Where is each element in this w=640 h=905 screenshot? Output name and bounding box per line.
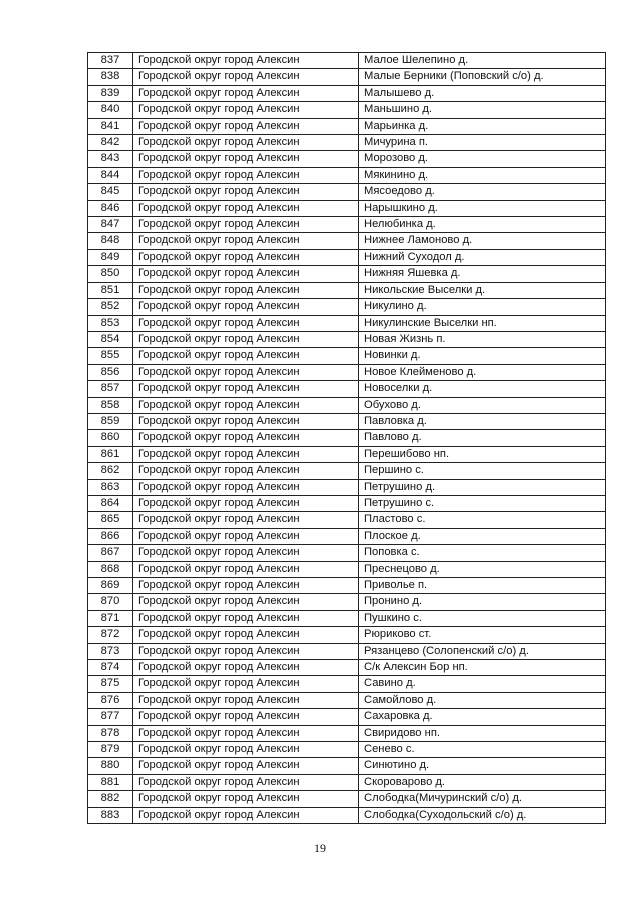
settlement-cell: Марьинка д. bbox=[359, 118, 606, 134]
row-number: 847 bbox=[88, 217, 133, 233]
municipality-cell: Городской округ город Алексин bbox=[133, 758, 359, 774]
settlement-cell: Свиридово нп. bbox=[359, 725, 606, 741]
municipality-cell: Городской округ город Алексин bbox=[133, 217, 359, 233]
table-body bbox=[88, 53, 606, 824]
row-number: 857 bbox=[88, 381, 133, 397]
settlement-cell: Никольские Выселки д. bbox=[359, 282, 606, 298]
settlement-cell: Новоселки д. bbox=[359, 381, 606, 397]
municipality-cell: Городской округ город Алексин bbox=[133, 282, 359, 298]
row-number: 851 bbox=[88, 282, 133, 298]
row-number: 864 bbox=[88, 495, 133, 511]
settlement-cell: Сахаровка д. bbox=[359, 709, 606, 725]
row-number: 879 bbox=[88, 742, 133, 758]
table-row bbox=[88, 135, 606, 151]
table-row bbox=[88, 627, 606, 643]
municipality-cell: Городской округ город Алексин bbox=[133, 660, 359, 676]
table-row bbox=[88, 217, 606, 233]
table-row bbox=[88, 807, 606, 823]
settlement-cell: Петрушино д. bbox=[359, 479, 606, 495]
row-number: 875 bbox=[88, 676, 133, 692]
row-number: 868 bbox=[88, 561, 133, 577]
municipality-cell: Городской округ город Алексин bbox=[133, 69, 359, 85]
table-row bbox=[88, 709, 606, 725]
table-row bbox=[88, 102, 606, 118]
municipality-cell: Городской округ город Алексин bbox=[133, 676, 359, 692]
row-number: 871 bbox=[88, 610, 133, 626]
settlement-cell: Сенево с. bbox=[359, 742, 606, 758]
row-number: 872 bbox=[88, 627, 133, 643]
settlement-cell: Пластово с. bbox=[359, 512, 606, 528]
municipality-cell: Городской округ город Алексин bbox=[133, 299, 359, 315]
row-number: 880 bbox=[88, 758, 133, 774]
settlement-cell: Мичурина п. bbox=[359, 135, 606, 151]
table-row bbox=[88, 430, 606, 446]
row-number: 878 bbox=[88, 725, 133, 741]
municipality-cell: Городской округ город Алексин bbox=[133, 118, 359, 134]
municipality-cell: Городской округ город Алексин bbox=[133, 545, 359, 561]
row-number: 869 bbox=[88, 578, 133, 594]
municipality-cell: Городской округ город Алексин bbox=[133, 594, 359, 610]
row-number: 846 bbox=[88, 200, 133, 216]
table-row bbox=[88, 692, 606, 708]
table-row bbox=[88, 118, 606, 134]
row-number: 881 bbox=[88, 774, 133, 790]
municipality-cell: Городской округ город Алексин bbox=[133, 709, 359, 725]
table-row bbox=[88, 364, 606, 380]
table-row bbox=[88, 643, 606, 659]
municipality-cell: Городской округ город Алексин bbox=[133, 774, 359, 790]
municipality-cell: Городской округ город Алексин bbox=[133, 85, 359, 101]
settlement-cell: Самойлово д. bbox=[359, 692, 606, 708]
row-number: 860 bbox=[88, 430, 133, 446]
table-row bbox=[88, 53, 606, 69]
table-row bbox=[88, 151, 606, 167]
settlement-cell: Нижнее Ламоново д. bbox=[359, 233, 606, 249]
settlement-cell: Маньшино д. bbox=[359, 102, 606, 118]
settlement-cell: С/к Алексин Бор нп. bbox=[359, 660, 606, 676]
municipality-cell: Городской округ город Алексин bbox=[133, 430, 359, 446]
row-number: 855 bbox=[88, 348, 133, 364]
table-row bbox=[88, 578, 606, 594]
settlement-cell: Новинки д. bbox=[359, 348, 606, 364]
settlement-cell: Поповка с. bbox=[359, 545, 606, 561]
row-number: 866 bbox=[88, 528, 133, 544]
table-row bbox=[88, 69, 606, 85]
table-row bbox=[88, 315, 606, 331]
row-number: 853 bbox=[88, 315, 133, 331]
settlement-cell: Синютино д. bbox=[359, 758, 606, 774]
municipality-cell: Городской округ город Алексин bbox=[133, 512, 359, 528]
municipality-cell: Городской округ город Алексин bbox=[133, 167, 359, 183]
row-number: 852 bbox=[88, 299, 133, 315]
municipality-cell: Городской округ город Алексин bbox=[133, 742, 359, 758]
row-number: 863 bbox=[88, 479, 133, 495]
municipality-cell: Городской округ город Алексин bbox=[133, 364, 359, 380]
table-row bbox=[88, 184, 606, 200]
row-number: 862 bbox=[88, 463, 133, 479]
row-number: 843 bbox=[88, 151, 133, 167]
municipality-cell: Городской округ город Алексин bbox=[133, 627, 359, 643]
settlement-cell: Перешибово нп. bbox=[359, 446, 606, 462]
table-row bbox=[88, 249, 606, 265]
settlement-cell: Новое Клейменово д. bbox=[359, 364, 606, 380]
municipality-cell: Городской округ город Алексин bbox=[133, 528, 359, 544]
row-number: 867 bbox=[88, 545, 133, 561]
municipality-cell: Городской округ город Алексин bbox=[133, 479, 359, 495]
row-number: 838 bbox=[88, 69, 133, 85]
settlement-cell: Першино с. bbox=[359, 463, 606, 479]
settlement-cell: Малое Шелепино д. bbox=[359, 53, 606, 69]
settlement-cell: Слободка(Суходольский с/о) д. bbox=[359, 807, 606, 823]
row-number: 882 bbox=[88, 791, 133, 807]
table-row bbox=[88, 742, 606, 758]
municipality-cell: Городской округ город Алексин bbox=[133, 266, 359, 282]
municipality-cell: Городской округ город Алексин bbox=[133, 102, 359, 118]
settlement-cell: Нарышкино д. bbox=[359, 200, 606, 216]
row-number: 840 bbox=[88, 102, 133, 118]
municipality-cell: Городской округ город Алексин bbox=[133, 397, 359, 413]
municipality-cell: Городской округ город Алексин bbox=[133, 692, 359, 708]
settlement-cell: Мякинино д. bbox=[359, 167, 606, 183]
row-number: 876 bbox=[88, 692, 133, 708]
row-number: 839 bbox=[88, 85, 133, 101]
table-row bbox=[88, 299, 606, 315]
settlement-cell: Пушкино с. bbox=[359, 610, 606, 626]
settlement-cell: Рязанцево (Солопенский с/о) д. bbox=[359, 643, 606, 659]
table-row bbox=[88, 446, 606, 462]
table-row bbox=[88, 233, 606, 249]
settlement-cell: Морозово д. bbox=[359, 151, 606, 167]
table-row bbox=[88, 660, 606, 676]
table-row bbox=[88, 331, 606, 347]
table-row bbox=[88, 545, 606, 561]
settlement-cell: Преснецово д. bbox=[359, 561, 606, 577]
settlement-cell: Новая Жизнь п. bbox=[359, 331, 606, 347]
municipality-cell: Городской округ город Алексин bbox=[133, 463, 359, 479]
table-row bbox=[88, 348, 606, 364]
settlement-cell: Павловка д. bbox=[359, 413, 606, 429]
row-number: 854 bbox=[88, 331, 133, 347]
municipality-cell: Городской округ город Алексин bbox=[133, 151, 359, 167]
row-number: 844 bbox=[88, 167, 133, 183]
row-number: 842 bbox=[88, 135, 133, 151]
municipality-cell: Городской округ город Алексин bbox=[133, 135, 359, 151]
table-row bbox=[88, 561, 606, 577]
table-row bbox=[88, 758, 606, 774]
row-number: 874 bbox=[88, 660, 133, 676]
row-number: 848 bbox=[88, 233, 133, 249]
settlement-cell: Мясоедово д. bbox=[359, 184, 606, 200]
municipality-cell: Городской округ город Алексин bbox=[133, 610, 359, 626]
row-number: 856 bbox=[88, 364, 133, 380]
settlement-cell: Нижняя Яшевка д. bbox=[359, 266, 606, 282]
municipality-cell: Городской округ город Алексин bbox=[133, 446, 359, 462]
municipality-cell: Городской округ город Алексин bbox=[133, 578, 359, 594]
row-number: 877 bbox=[88, 709, 133, 725]
table-row bbox=[88, 774, 606, 790]
row-number: 865 bbox=[88, 512, 133, 528]
row-number: 837 bbox=[88, 53, 133, 69]
row-number: 870 bbox=[88, 594, 133, 610]
settlement-cell: Малые Берники (Поповский с/о) д. bbox=[359, 69, 606, 85]
municipality-cell: Городской округ город Алексин bbox=[133, 249, 359, 265]
municipality-cell: Городской округ город Алексин bbox=[133, 791, 359, 807]
municipality-cell: Городской округ город Алексин bbox=[133, 495, 359, 511]
table-row bbox=[88, 791, 606, 807]
table-row bbox=[88, 200, 606, 216]
settlement-cell: Никулинские Выселки нп. bbox=[359, 315, 606, 331]
row-number: 845 bbox=[88, 184, 133, 200]
row-number: 858 bbox=[88, 397, 133, 413]
table-row bbox=[88, 381, 606, 397]
table-row bbox=[88, 725, 606, 741]
settlement-cell: Нижний Суходол д. bbox=[359, 249, 606, 265]
municipality-cell: Городской округ город Алексин bbox=[133, 348, 359, 364]
settlement-cell: Скороварово д. bbox=[359, 774, 606, 790]
settlement-cell: Нелюбинка д. bbox=[359, 217, 606, 233]
settlement-cell: Петрушино с. bbox=[359, 495, 606, 511]
row-number: 849 bbox=[88, 249, 133, 265]
table-row bbox=[88, 397, 606, 413]
table-row bbox=[88, 167, 606, 183]
settlements-table bbox=[87, 52, 606, 824]
settlement-cell: Плоское д. bbox=[359, 528, 606, 544]
table-row bbox=[88, 479, 606, 495]
settlement-cell: Никулино д. bbox=[359, 299, 606, 315]
table-row bbox=[88, 463, 606, 479]
settlement-cell: Слободка(Мичуринский с/о) д. bbox=[359, 791, 606, 807]
table-row bbox=[88, 610, 606, 626]
municipality-cell: Городской округ город Алексин bbox=[133, 807, 359, 823]
municipality-cell: Городской округ город Алексин bbox=[133, 53, 359, 69]
municipality-cell: Городской округ город Алексин bbox=[133, 725, 359, 741]
table-row bbox=[88, 413, 606, 429]
settlement-cell: Малышево д. bbox=[359, 85, 606, 101]
table-row bbox=[88, 512, 606, 528]
municipality-cell: Городской округ город Алексин bbox=[133, 331, 359, 347]
municipality-cell: Городской округ город Алексин bbox=[133, 413, 359, 429]
municipality-cell: Городской округ город Алексин bbox=[133, 643, 359, 659]
settlement-cell: Приволье п. bbox=[359, 578, 606, 594]
row-number: 873 bbox=[88, 643, 133, 659]
municipality-cell: Городской округ город Алексин bbox=[133, 381, 359, 397]
table-row bbox=[88, 495, 606, 511]
row-number: 861 bbox=[88, 446, 133, 462]
table-row bbox=[88, 528, 606, 544]
settlement-cell: Павлово д. bbox=[359, 430, 606, 446]
table-row bbox=[88, 594, 606, 610]
settlement-cell: Пронино д. bbox=[359, 594, 606, 610]
table-row bbox=[88, 676, 606, 692]
settlement-cell: Рюриково ст. bbox=[359, 627, 606, 643]
municipality-cell: Городской округ город Алексин bbox=[133, 561, 359, 577]
row-number: 883 bbox=[88, 807, 133, 823]
municipality-cell: Городской округ город Алексин bbox=[133, 184, 359, 200]
row-number: 850 bbox=[88, 266, 133, 282]
table-row bbox=[88, 266, 606, 282]
municipality-cell: Городской округ город Алексин bbox=[133, 315, 359, 331]
municipality-cell: Городской округ город Алексин bbox=[133, 233, 359, 249]
page-number: 19 bbox=[314, 841, 326, 855]
municipality-cell: Городской округ город Алексин bbox=[133, 200, 359, 216]
table-row bbox=[88, 85, 606, 101]
table-row bbox=[88, 282, 606, 298]
row-number: 841 bbox=[88, 118, 133, 134]
settlement-cell: Обухово д. bbox=[359, 397, 606, 413]
row-number: 859 bbox=[88, 413, 133, 429]
settlement-cell: Савино д. bbox=[359, 676, 606, 692]
